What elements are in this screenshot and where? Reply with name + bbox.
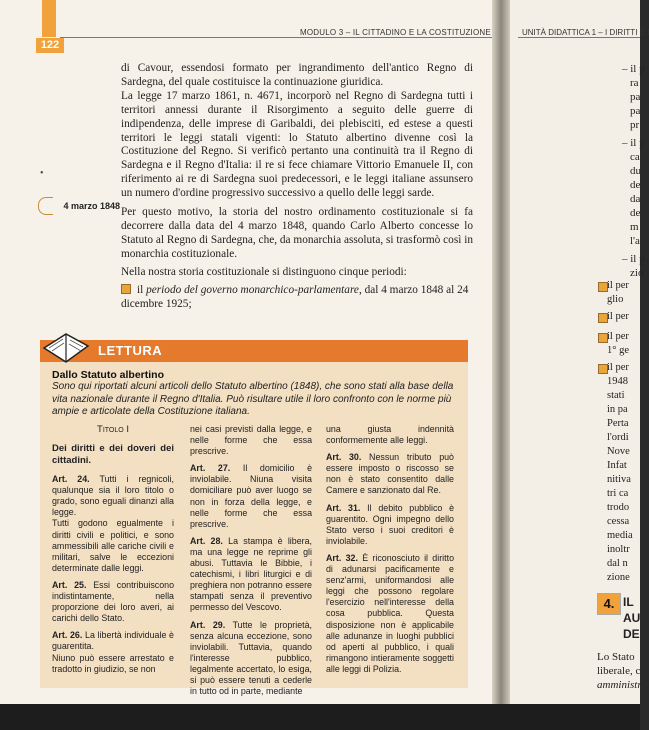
right-text-line: ca xyxy=(630,151,640,163)
right-text-line: il per xyxy=(607,311,629,322)
lettura-title: Dallo Statuto albertino xyxy=(52,369,165,381)
right-text-line: 1° ge xyxy=(607,345,629,356)
right-text-line: pa xyxy=(630,91,641,103)
right-text-line: du xyxy=(630,165,641,177)
right-text-line: inoltr xyxy=(607,544,630,555)
lettura-label: LETTURA xyxy=(98,343,163,358)
scan-background xyxy=(0,704,640,730)
article: Art. 28. La stampa è libera, ma una legge ne reprime gli abusi. Tuttavia le Bibbie, i catechismi, i libri liturgici e di preghiera non potranno essere stampati senza il preventivo permesso del Vescovo. xyxy=(190,535,313,613)
right-text-line: il per xyxy=(607,280,629,291)
lettura-column-2 xyxy=(190,424,312,703)
header-rule xyxy=(60,37,492,38)
margin-dot: • xyxy=(40,168,44,179)
section-heading-line: DE xyxy=(623,627,640,641)
right-text-line: Perta xyxy=(607,418,629,429)
right-text-line: – il p xyxy=(622,137,645,149)
section-number: 4. xyxy=(597,593,621,615)
section-heading-line: IL xyxy=(623,595,634,609)
right-text-line: zio xyxy=(630,267,644,279)
right-text-line: il per xyxy=(607,331,629,342)
running-head: MODULO 3 – IL CITTADINO E LA COSTITUZIONE xyxy=(300,28,491,37)
capo-heading: Dei diritti e dei doveri dei cittadini. xyxy=(52,443,174,466)
paragraph-3 xyxy=(121,206,473,262)
right-text-line: da xyxy=(630,193,641,205)
right-text-line: Infat xyxy=(607,460,627,471)
article: Art. 30. Nessun tributo può essere imposto o riscosso se non è stato consentito dalle Camere e sanzionato dal Re. xyxy=(326,452,454,496)
right-running-head: UNITÀ DIDATTICA 1 – I DIRITTI E I xyxy=(522,28,649,37)
article: Art. 32. È riconosciuto il diritto di adunarsi pacificamente e senz'armi, uniformandosi alle leggi che possono regolare l'esercizio nell'interesse della cosa pubblica. Questa disposizione non è applicabile alle adunanze in luoghi pubblici od aperti al pubblico, i quali rimangono intieramente soggetti alle leggi di Polizia. xyxy=(326,552,455,674)
body-paragraphs xyxy=(121,62,473,201)
right-text-line: 1948 xyxy=(607,376,628,387)
right-header-rule xyxy=(518,37,640,38)
right-text-line: de xyxy=(630,207,641,219)
lettura-intro: Sono qui riportati alcuni articoli dello Statuto albertino (1848), che sono stati alla base della vita nazionale durante il Regno d'Italia. Può risultare utile il loro confronto con le norme più ampie e articolate della Costituzione italiana. xyxy=(52,381,454,417)
article: Art. 27. Il domicilio è inviolabile. Niuna visita domiciliare può aver luogo se non in forza della legge, e nelle forme che essa prescrive. xyxy=(190,463,313,529)
paragraph-2: La legge 17 marzo 1861, n. 4671, incorporò nel Regno di Sardegna tutti i territori annessi durante il Risorgimento a seguito delle guerre di indipendenza, delle imprese di Garibaldi, dei plebisciti, ed estese a questi territori le leggi statali vigenti: lo Statuto albertino divenne così la Costituzione del Regno. Si verificò pertanto una continuità tra il Regno di Sardegna e il Regno d'Italia: il re si fece chiamare Vittorio Emanuele II, con riferimento ai re di Sardegna suoi predecessori, e le leggi italiane assunsero un numero d'ordine progressivo successivo a quello delle leggi sarde. xyxy=(121,89,473,200)
right-text-line: Lo Stato xyxy=(597,651,635,663)
period-bullet: il periodo del governo monarchico-parlamentare, dal 4 marzo 1848 al 24 dicembre 1925; xyxy=(121,284,469,310)
orange-tab xyxy=(42,0,56,37)
right-text-line: ra xyxy=(630,77,639,89)
right-text-line: l'ordi xyxy=(607,432,629,443)
right-text-line: amministr xyxy=(597,679,642,691)
section-heading-line: AU xyxy=(623,611,641,625)
right-text-line: – il p xyxy=(622,253,645,265)
right-text-line: liberale, c xyxy=(597,665,641,677)
right-text-line: l'a xyxy=(630,235,640,247)
margin-note: 4 marzo 1848 xyxy=(44,201,120,211)
right-text-line: stati xyxy=(607,390,625,401)
paragraph-4-text: Nella nostra storia costituzionale si distinguono cinque periodi: xyxy=(121,266,407,278)
article-continuation: nei casi previsti dalla legge, e nelle forme che essa prescrive. xyxy=(190,424,312,457)
right-text-line: dal n xyxy=(607,558,628,569)
right-text-line: media xyxy=(607,530,633,541)
right-text-line: cessa xyxy=(607,516,630,527)
article: Art. 25. Essi contribuiscono indistintamente, nella proporzione dei loro averi, ai carichi dello Stato. xyxy=(52,579,175,624)
right-page xyxy=(510,0,649,704)
right-text-line: pa xyxy=(630,105,641,117)
bullet-italic: periodo del governo monarchico-parlamentare xyxy=(146,284,359,296)
paragraph-4 xyxy=(121,266,473,280)
right-text-line: in pa xyxy=(607,404,628,415)
square-bullet-icon xyxy=(121,284,131,294)
paragraph-1: di Cavour, essendosi formato per ingrandimento dell'antico Regno di Sardegna, del quale costituisce la continuazione giuridica. xyxy=(121,62,473,88)
right-text-line: zione xyxy=(607,572,630,583)
right-text-line: glio xyxy=(607,294,624,305)
right-text-line: m xyxy=(630,221,639,233)
article-continuation: una giusta indennità conformemente alle leggi. xyxy=(326,424,454,446)
right-text-line: pr xyxy=(630,119,640,131)
article: Art. 31. Il debito pubblico è guarentito. Ogni impegno dello Stato verso i suoi creditori è inviolabile. xyxy=(326,502,455,546)
right-text-line: nitiva xyxy=(607,474,631,485)
titolo-heading: Titolo I xyxy=(97,424,129,435)
article: Art. 26. La libertà individuale è guarentita. Niuno può essere arrestato e tradotto in giudizio, se non xyxy=(52,630,174,674)
right-text-line: Nove xyxy=(607,446,630,457)
article: Art. 24. Tutti i regnicoli, qualunque sia il loro titolo o grado, sono eguali dinanzi alla legge. Tutti godono egualmente i diritti civili e politici, e sono ammessibili alle cariche civili e militari, salve le eccezioni determinate dalle leggi. xyxy=(52,474,174,573)
book-gutter xyxy=(492,0,510,704)
lettura-column-3 xyxy=(326,424,454,681)
open-book-icon xyxy=(40,326,92,366)
right-text-line: – il p xyxy=(622,63,645,75)
right-text-line: trodo xyxy=(607,502,630,513)
lettura-column-1 xyxy=(52,424,174,681)
right-text-line: de xyxy=(630,179,641,191)
paragraph-3-text: Per questo motivo, la storia del nostro ordinamento costituzionale si fa decorrere dalla data del 4 marzo 1848, quando Carlo Alberto concesse lo Statuto al Regno di Sardegna, che, da monarchia assoluta, si trasformò così in monarchia costituzionale. xyxy=(121,206,473,260)
right-text-line: tri ca xyxy=(607,488,629,499)
page-number: 122 xyxy=(36,38,64,53)
article: Art. 29. Tutte le proprietà, senza alcuna eccezione, sono inviolabili. Tuttavia, quando l'interesse pubblico, legalmente accertato, lo esiga, si può essere tenuti a cederle in tutto od in parte, mediante xyxy=(190,619,313,697)
right-text-line: il per xyxy=(607,362,629,373)
